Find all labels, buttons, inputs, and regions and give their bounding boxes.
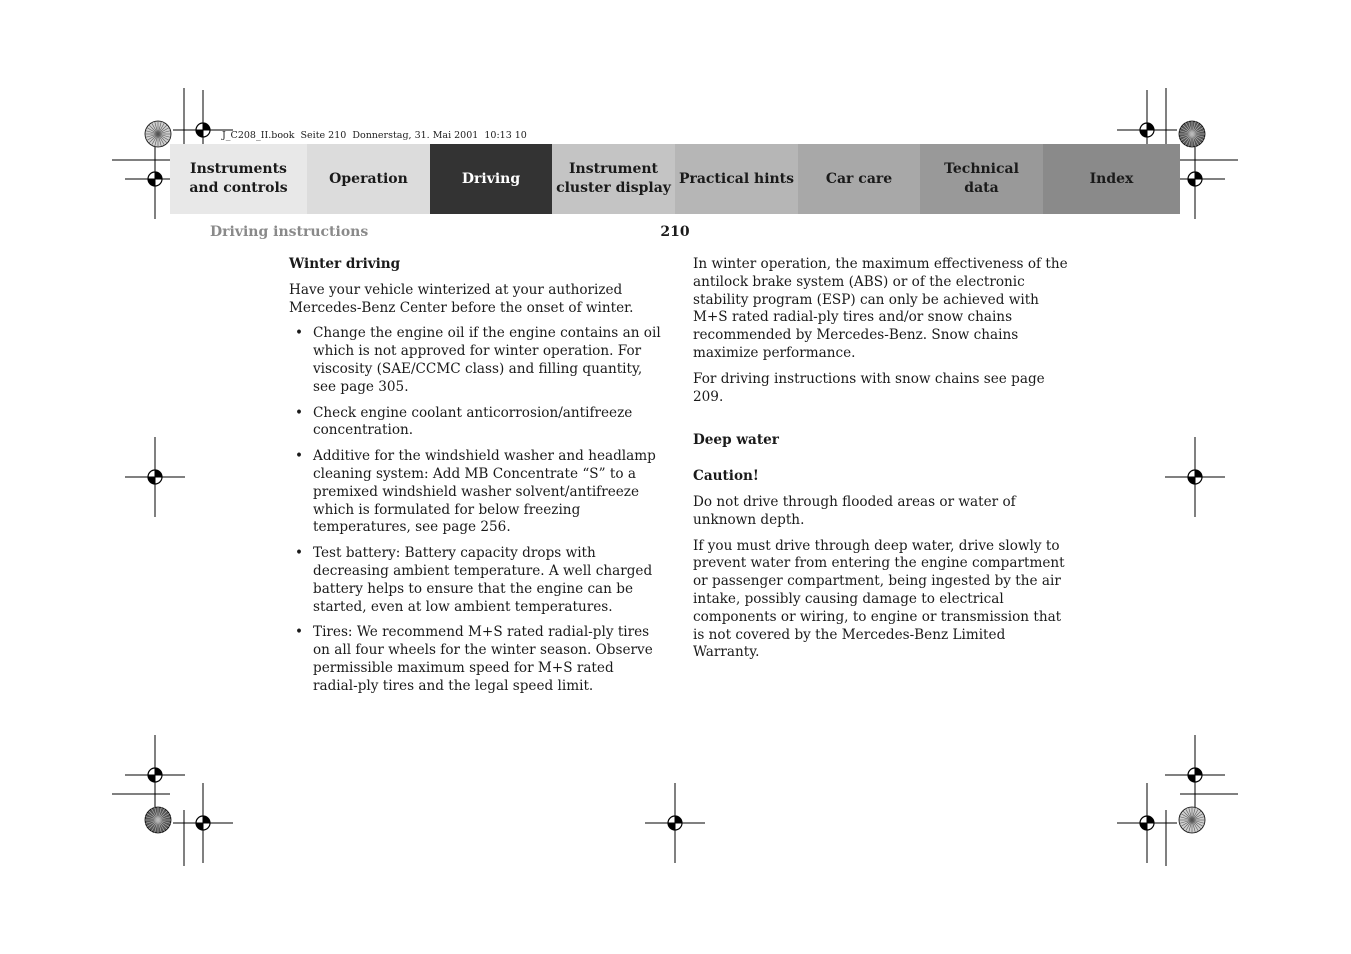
- color-target-ray: [149, 811, 158, 820]
- registration-mark-fill: [196, 816, 210, 830]
- color-target-ray: [158, 128, 169, 135]
- color-target-ray: [1192, 131, 1205, 134]
- color-target-ray: [1192, 820, 1199, 831]
- color-target-ray: [155, 807, 158, 820]
- winter-abs-esp-paragraph: In winter operation, the maximum effectiveness of the antilock brake system (ABS) or of the electronic stability program (ESP) can only be achieved with M+S rated radial-ply tires and/or snow chains recommended by Mercedes-Benz. Snow chains maximize performance.: [693, 256, 1068, 361]
- color-target-ray: [1179, 131, 1192, 134]
- color-target-ray: [1183, 134, 1192, 143]
- color-target-ray: [152, 123, 159, 134]
- color-target-ray: [149, 125, 158, 134]
- color-target-ray: [152, 134, 159, 145]
- heading-deep-water: Deep water: [693, 432, 779, 449]
- tab-instruments-and-controls[interactable]: Instruments and controls: [170, 144, 307, 214]
- color-target-ray: [145, 817, 158, 820]
- color-target-ray: [158, 817, 171, 820]
- registration-mark: [148, 470, 162, 484]
- color-target-disc: [1179, 121, 1205, 147]
- list-item-text: Check engine coolant anticorrosion/antifreeze concentration.: [313, 404, 633, 439]
- print-info-line: J_C208_II.book Seite 210 Donnerstag, 31. Mai 2001 10:13 10: [222, 130, 527, 141]
- registration-mark-fill: [668, 816, 682, 830]
- color-target-ray: [155, 134, 158, 147]
- registration-mark: [148, 768, 162, 782]
- registration-mark: [196, 816, 210, 830]
- color-target-ray: [1189, 121, 1192, 134]
- color-target-disc: [145, 807, 171, 833]
- color-target-ray: [152, 809, 159, 820]
- tab-practical-hints[interactable]: Practical hints: [675, 144, 798, 214]
- registration-mark-fill: [148, 470, 162, 484]
- list-item: [289, 448, 661, 537]
- color-target-ray: [158, 123, 165, 134]
- color-target-ray: [1186, 809, 1193, 820]
- color-target-ray: [158, 820, 165, 831]
- color-target-ray: [1192, 134, 1205, 137]
- registration-mark-fill: [1188, 172, 1202, 186]
- color-target-ray: [1192, 820, 1205, 823]
- registration-mark: [668, 816, 682, 830]
- color-target-ray: [1186, 123, 1193, 134]
- color-target-ray: [155, 121, 158, 134]
- list-item: [289, 405, 661, 441]
- color-target-ray: [155, 820, 158, 833]
- left-column: [289, 256, 661, 704]
- section-title: Driving instructions: [210, 224, 369, 240]
- list-item-text: Additive for the windshield washer and headlamp cleaning system: Add MB Concentrate “S” to a premixed windshield washer solvent/antifreeze which is formulated for below freezing temperatures, see page 256.: [313, 448, 656, 536]
- color-target-ray: [1192, 820, 1195, 833]
- color-target-ray: [1192, 134, 1195, 147]
- caution-heading: Caution!: [693, 468, 759, 485]
- list-item-text: Tires: We recommend M+S rated radial-ply tires on all four wheels for the winter season. Observe permissible maximum speed for M+S rated radial-ply tires and the legal speed limit.: [313, 624, 653, 694]
- bullet-marker: •: [295, 448, 304, 465]
- color-target-ray: [1181, 134, 1192, 141]
- color-target-ray: [149, 134, 158, 143]
- bullet-marker: •: [295, 404, 304, 421]
- caution-paragraph-deep-water: If you must drive through deep water, drive slowly to prevent water from entering the engine compartment or passenger compartment, being ingested by the air intake, possibly causing damage to electrical components or wiring, to engine or transmission that is not covered by the Mercedes-Benz Limited Warranty.: [693, 537, 1065, 661]
- registration-mark: [148, 172, 162, 186]
- registration-mark-fill: [148, 768, 162, 782]
- registration-mark: [1140, 816, 1154, 830]
- color-target-disc: [145, 121, 171, 147]
- color-target-ray: [158, 820, 171, 823]
- color-target-ray: [147, 134, 158, 141]
- registration-mark-fill: [1188, 470, 1202, 484]
- registration-mark-fill: [1188, 768, 1202, 782]
- tab-car-care[interactable]: Car care: [798, 144, 920, 214]
- list-item: [289, 325, 661, 396]
- color-target-ray: [1192, 807, 1195, 820]
- tab-driving[interactable]: Driving: [430, 144, 552, 214]
- color-target-ray: [158, 131, 171, 134]
- color-target-ray: [1192, 134, 1203, 141]
- color-target-ray: [147, 820, 158, 827]
- right-column: [693, 256, 1068, 670]
- registration-mark: [196, 123, 210, 137]
- chapter-tab-bar: [170, 144, 1180, 214]
- color-target-ray: [1192, 123, 1199, 134]
- color-target-ray: [1192, 820, 1203, 827]
- winter-checklist: [289, 325, 661, 695]
- color-target-ray: [1179, 134, 1192, 137]
- color-target-ray: [1192, 134, 1201, 143]
- color-target-ray: [158, 814, 169, 821]
- color-target-disc: [1179, 807, 1205, 833]
- color-target-ray: [158, 807, 161, 820]
- bullet-marker: •: [295, 325, 304, 342]
- color-target-ray: [1192, 814, 1203, 821]
- list-item: [289, 545, 661, 616]
- color-target-ray: [1189, 807, 1192, 820]
- color-target-ray: [147, 814, 158, 821]
- color-target-ray: [158, 134, 169, 141]
- color-target-ray: [1183, 820, 1192, 829]
- color-target-ray: [1192, 817, 1205, 820]
- color-target-ray: [1179, 820, 1192, 823]
- color-target-ray: [1192, 809, 1199, 820]
- color-target-ray: [1183, 125, 1192, 134]
- color-target-ray: [158, 820, 161, 833]
- list-item: [289, 624, 661, 695]
- color-target-ray: [1192, 121, 1195, 134]
- color-target-ray: [158, 134, 171, 137]
- color-target-ray: [145, 820, 158, 823]
- color-target-ray: [1192, 128, 1203, 135]
- winter-intro-paragraph: Have your vehicle winterized at your authorized Mercedes-Benz Center before the onset of winter.: [289, 281, 634, 316]
- color-target-ray: [149, 820, 158, 829]
- color-target-ray: [1186, 820, 1193, 831]
- color-target-ray: [145, 134, 158, 137]
- list-item-text: Change the engine oil if the engine contains an oil which is not approved for winter operation. For viscosity (SAE/CCMC class) and filling quantity, see page 305.: [313, 325, 661, 395]
- tab-index[interactable]: Index: [1043, 144, 1180, 214]
- registration-mark-fill: [148, 172, 162, 186]
- color-target-ray: [1189, 820, 1192, 833]
- registration-mark-fill: [196, 123, 210, 137]
- color-target-ray: [158, 820, 167, 829]
- snow-chains-reference: For driving instructions with snow chains see page 209.: [693, 370, 1045, 405]
- list-item-text: Test battery: Battery capacity drops with decreasing ambient temperature. A well charged battery helps to ensure that the engine can be started, even at low ambient temperatures.: [313, 545, 653, 615]
- color-target-ray: [158, 134, 165, 145]
- color-target-ray: [152, 820, 159, 831]
- color-target-ray: [158, 811, 167, 820]
- registration-mark-fill: [1140, 123, 1154, 137]
- color-target-ray: [1192, 820, 1201, 829]
- color-target-ray: [1179, 817, 1192, 820]
- color-target-ray: [158, 121, 161, 134]
- registration-mark: [1188, 172, 1202, 186]
- color-target-ray: [1183, 811, 1192, 820]
- bullet-marker: •: [295, 624, 304, 641]
- heading-winter-driving: Winter driving: [289, 256, 401, 272]
- color-target-ray: [158, 134, 161, 147]
- color-target-ray: [1181, 128, 1192, 135]
- color-target-ray: [1181, 814, 1192, 821]
- color-target-ray: [1192, 811, 1201, 820]
- color-target-ray: [1189, 134, 1192, 147]
- page-number: 210: [660, 224, 690, 240]
- color-target-ray: [1181, 820, 1192, 827]
- registration-mark: [1188, 470, 1202, 484]
- registration-mark: [1188, 768, 1202, 782]
- tab-operation[interactable]: Operation: [307, 144, 430, 214]
- tab-instrument-cluster-display[interactable]: Instrument cluster display: [552, 144, 675, 214]
- bullet-marker: •: [295, 545, 304, 562]
- color-target-ray: [145, 131, 158, 134]
- registration-mark: [1140, 123, 1154, 137]
- color-target-ray: [158, 820, 169, 827]
- color-target-ray: [158, 125, 167, 134]
- color-target-ray: [158, 809, 165, 820]
- color-target-ray: [1192, 134, 1199, 145]
- registration-mark-fill: [1140, 816, 1154, 830]
- caution-paragraph-flooded: Do not drive through flooded areas or water of unknown depth.: [693, 493, 1016, 528]
- color-target-ray: [158, 134, 167, 143]
- color-target-ray: [147, 128, 158, 135]
- color-target-ray: [1186, 134, 1193, 145]
- tab-technical-data[interactable]: Technical data: [920, 144, 1043, 214]
- color-target-ray: [1192, 125, 1201, 134]
